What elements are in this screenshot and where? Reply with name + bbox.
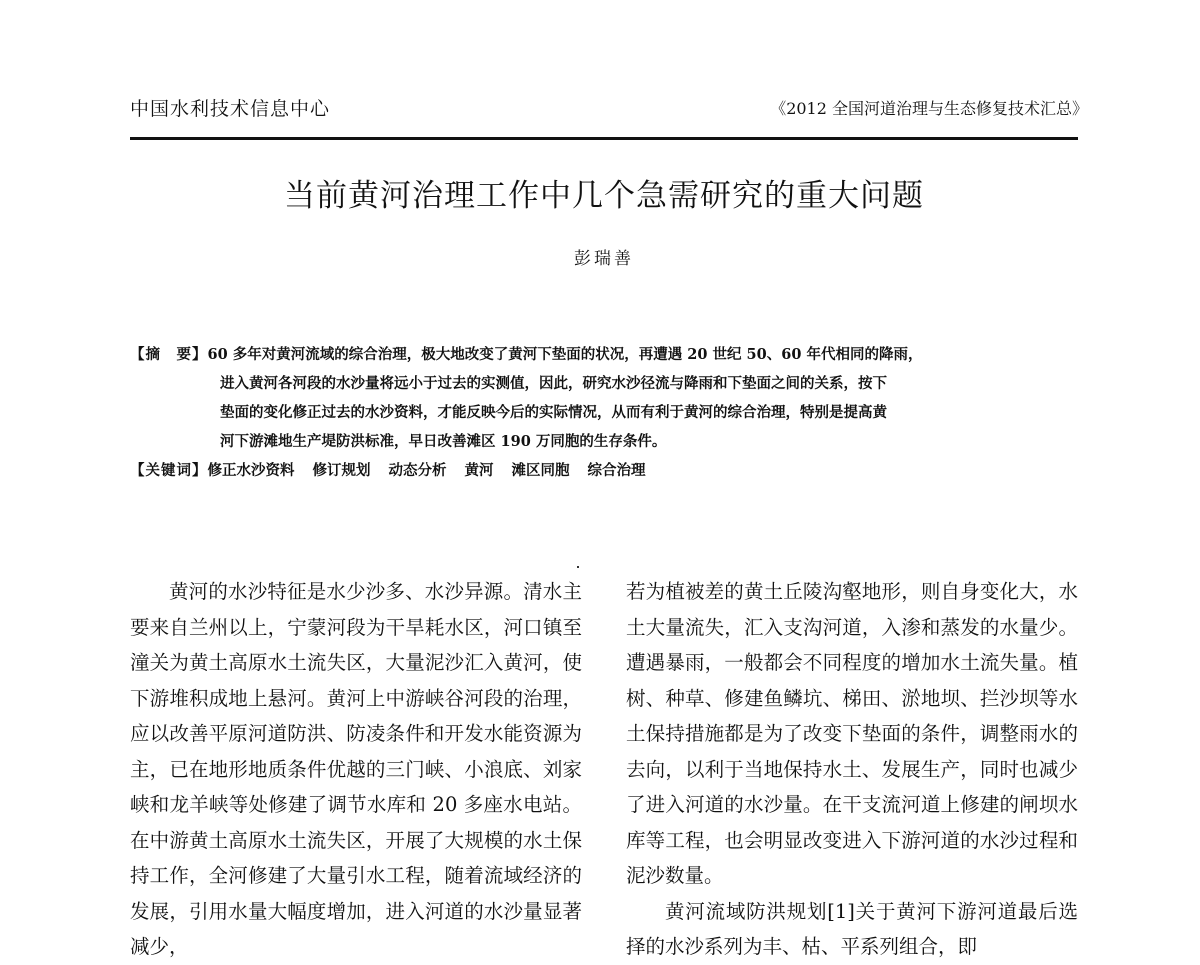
keyword: 修正水沙资料 (207, 462, 295, 479)
article-author: 彭瑞善 (574, 249, 634, 269)
abstract-text: 60 多年对黄河流域的综合治理，极大地改变了黄河下垫面的状况，再遭遇 20 世纪 50、60 年代相同的降雨， (207, 346, 923, 363)
abstract-line: 垫面的变化修正过去的水沙资料，才能反映今后的实际情况，从而有利于黄河的综合治理，特别是提高黄 (220, 404, 887, 421)
abstract-line: 进入黄河各河段的水沙量将远小于过去的实测值，因此，研究水沙径流与降雨和下垫面之间的关系，按下 (220, 375, 887, 392)
keywords-label: 【关键词】 (130, 462, 208, 479)
abstract-block (130, 340, 1080, 485)
scan-speck (577, 566, 579, 568)
keyword: 动态分析 (388, 462, 447, 479)
keywords-line (130, 456, 1080, 485)
body-paragraph: 若为植被差的黄土丘陵沟壑地形，则自身变化大，水土大量流失，汇入支沟河道，入渗和蒸发的水量少。遭遇暴雨，一般都会不同程度的增加水土流失量。植树、种草、修建鱼鳞坑、梯田、淤地坝、拦沙坝等水土保持措施都是为了改变下垫面的条件，调整雨水的去向，以利于当地保持水土、发展生产，同时也减少了进入河道的水沙量。在干支流河道上修建的闸坝水库等工程，也会明显改变进入下游河道的水沙过程和泥沙数量。 (626, 580, 1078, 887)
article-title: 当前黄河治理工作中几个急需研究的重大问题 (284, 178, 924, 214)
keyword: 滩区同胞 (511, 462, 570, 479)
abstract-label: 【摘 要】 (130, 346, 208, 363)
body-paragraph: 黄河流域防洪规划[1]关于黄河下游河道最后选择的水沙系列为丰、枯、平系列组合，即 (626, 899, 1078, 958)
keyword: 黄河 (464, 462, 494, 479)
body-column-right (626, 574, 1078, 965)
keyword: 修订规划 (312, 462, 371, 479)
abstract-line: 河下游滩地生产堤防洪标准，早日改善滩区 190 万同胞的生存条件。 (220, 433, 667, 450)
running-header-right: 《2012 全国河道治理与生态修复技术汇总》 (770, 99, 1088, 118)
body-paragraph: 黄河的水沙特征是水少沙多、水沙异源。清水主要来自兰州以上，宁蒙河段为干旱耗水区，河口镇至潼关为黄土高原水土流失区，大量泥沙汇入黄河，使下游堆积成地上悬河。黄河上中游峡谷河段的治理，应以改善平原河道防洪、防凌条件和开发水能资源为主，已在地形地质条件优越的三门峡、小浪底、刘家峡和龙羊峡等处修建了调节水库和 20 多座水电站。在中游黄土高原水土流失区，开展了大规模的水土保持工作，全河修建了大量引水工程，随着流域经济的发展，引用水量大幅度增加，进入河道的水沙量显著减少， (130, 580, 582, 958)
keyword: 综合治理 (587, 462, 646, 479)
header-rule (130, 137, 1078, 140)
running-header-left: 中国水利技术信息中心 (130, 98, 331, 120)
abstract-line (130, 340, 1080, 369)
body-column-left (130, 574, 582, 965)
